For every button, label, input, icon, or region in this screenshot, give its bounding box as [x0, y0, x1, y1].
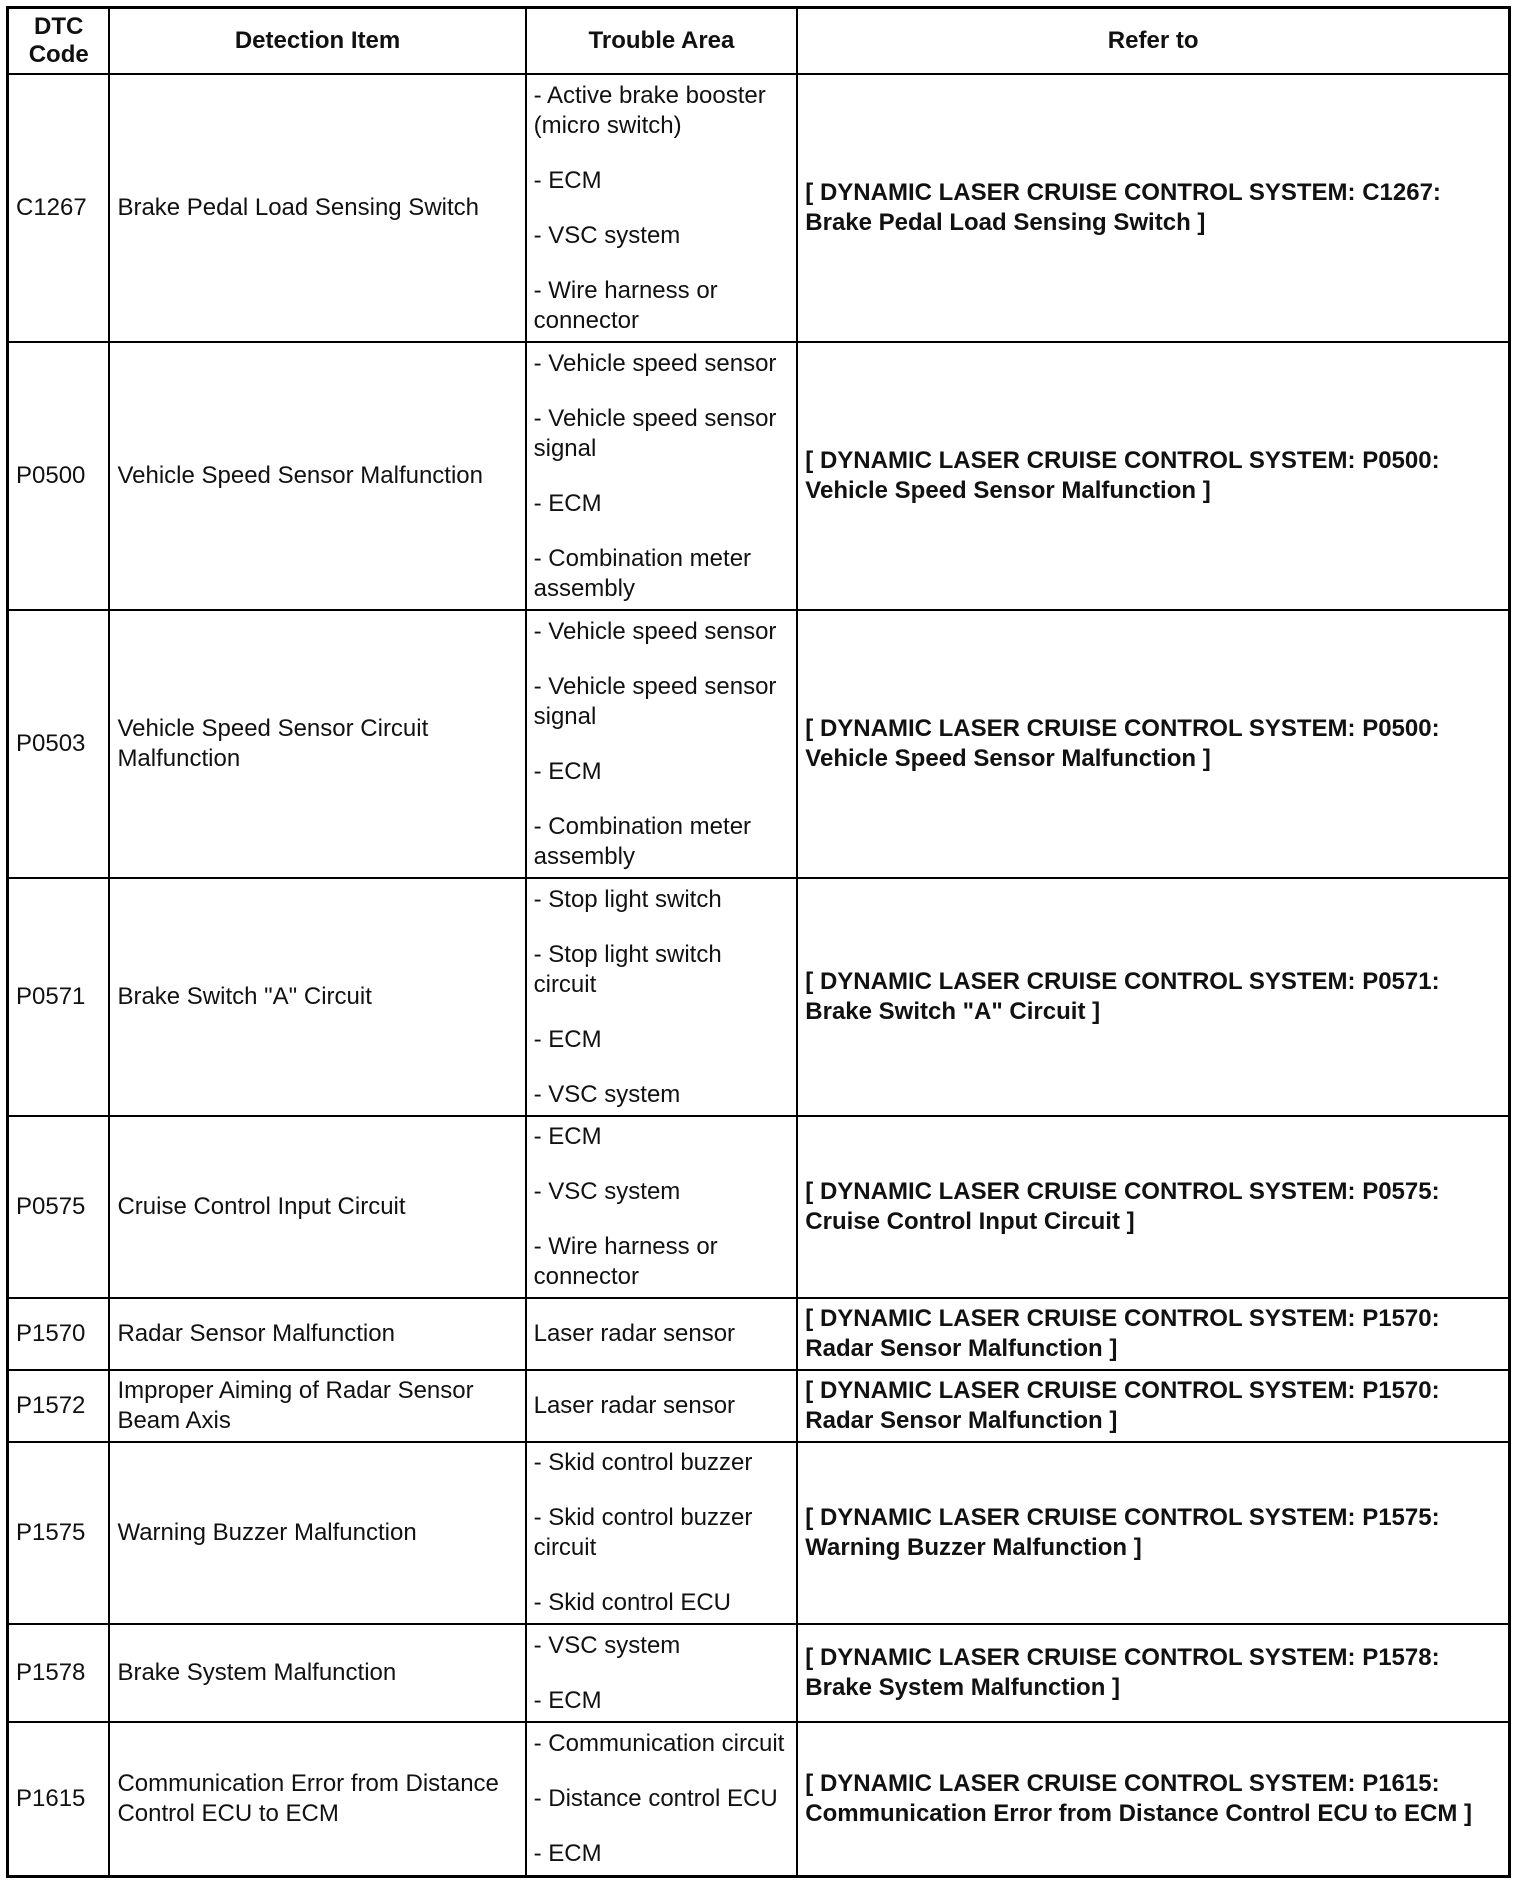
table-row	[8, 74, 1510, 342]
refer-to-link[interactable]: [ DYNAMIC LASER CRUISE CONTROL SYSTEM: P1575: Warning Buzzer Malfunction ]	[797, 1442, 1509, 1624]
trouble-area-item: - Distance control ECU	[533, 1784, 778, 1812]
refer-to-link[interactable]: [ DYNAMIC LASER CRUISE CONTROL SYSTEM: P1578: Brake System Malfunction ]	[797, 1624, 1509, 1722]
table-row	[8, 1298, 1510, 1370]
trouble-area-item: - ECM	[533, 1839, 602, 1867]
dtc-code-cell: P0503	[8, 610, 110, 878]
table-row	[8, 878, 1510, 1116]
trouble-area-item: Laser radar sensor	[533, 1320, 736, 1347]
trouble-area-item: - ECM	[533, 757, 602, 785]
dtc-code-cell: P1578	[8, 1624, 110, 1722]
trouble-area-cell	[526, 1624, 798, 1722]
detection-item-cell: Improper Aiming of Radar Sensor Beam Axis	[109, 1370, 525, 1442]
detection-item-cell: Brake Pedal Load Sensing Switch	[109, 74, 525, 342]
trouble-area-cell	[526, 1298, 798, 1370]
trouble-area-item: - Combination meter assembly	[533, 544, 752, 602]
trouble-area-item: - Vehicle speed sensor signal	[533, 404, 777, 462]
trouble-area-item: - Skid control buzzer	[533, 1449, 753, 1476]
trouble-area-item: - Wire harness or connector	[533, 1233, 718, 1290]
trouble-area-item: - ECM	[533, 1025, 602, 1053]
trouble-area-cell	[526, 342, 798, 610]
dtc-code-cell: P1615	[8, 1722, 110, 1876]
header-detection-item: Detection Item	[109, 8, 525, 75]
refer-to-link[interactable]: [ DYNAMIC LASER CRUISE CONTROL SYSTEM: P0575: Cruise Control Input Circuit ]	[797, 1116, 1509, 1298]
trouble-area-cell	[526, 1722, 798, 1876]
detection-item-cell: Vehicle Speed Sensor Circuit Malfunction	[109, 610, 525, 878]
header-trouble-area: Trouble Area	[526, 8, 798, 75]
trouble-area-cell	[526, 1370, 798, 1442]
table-row	[8, 610, 1510, 878]
trouble-area-item: - Vehicle speed sensor	[533, 349, 777, 377]
detection-item-cell: Vehicle Speed Sensor Malfunction	[109, 342, 525, 610]
trouble-area-item: - Wire harness or connector	[533, 276, 718, 334]
detection-item-cell: Radar Sensor Malfunction	[109, 1298, 525, 1370]
refer-to-link[interactable]: [ DYNAMIC LASER CRUISE CONTROL SYSTEM: P1570: Radar Sensor Malfunction ]	[797, 1370, 1509, 1442]
table-row	[8, 1370, 1510, 1442]
trouble-area-item: - Skid control buzzer circuit	[533, 1504, 753, 1561]
trouble-area-item: Laser radar sensor	[533, 1392, 736, 1419]
dtc-code-cell: P1572	[8, 1370, 110, 1442]
trouble-area-cell	[526, 1116, 798, 1298]
table-row	[8, 1442, 1510, 1624]
detection-item-cell: Brake System Malfunction	[109, 1624, 525, 1722]
trouble-area-item: - Stop light switch circuit	[533, 940, 722, 998]
trouble-area-item: - Skid control ECU	[533, 1589, 731, 1616]
trouble-area-item: - ECM	[533, 1123, 602, 1150]
trouble-area-item: - Stop light switch	[533, 885, 722, 913]
dtc-code-cell: C1267	[8, 74, 110, 342]
dtc-code-cell: P0571	[8, 878, 110, 1116]
refer-to-link[interactable]: [ DYNAMIC LASER CRUISE CONTROL SYSTEM: P0500: Vehicle Speed Sensor Malfunction ]	[797, 610, 1509, 878]
trouble-area-cell	[526, 878, 798, 1116]
header-refer-to: Refer to	[797, 8, 1509, 75]
trouble-area-item: - VSC system	[533, 1178, 681, 1205]
detection-item-cell: Communication Error from Distance Control ECU to ECM	[109, 1722, 525, 1876]
trouble-area-item: - ECM	[533, 1686, 602, 1714]
table-body	[8, 74, 1510, 1876]
trouble-area-item: - VSC system	[533, 221, 681, 249]
dtc-code-cell: P1575	[8, 1442, 110, 1624]
table-row	[8, 1624, 1510, 1722]
trouble-area-item: - ECM	[533, 166, 602, 194]
table-header-row	[8, 8, 1510, 75]
dtc-code-cell: P0575	[8, 1116, 110, 1298]
trouble-area-item: - Active brake booster (micro switch)	[533, 81, 766, 139]
trouble-area-item: - VSC system	[533, 1631, 681, 1659]
dtc-table	[6, 6, 1511, 1878]
trouble-area-cell	[526, 610, 798, 878]
dtc-code-cell: P0500	[8, 342, 110, 610]
trouble-area-item: - Communication circuit	[533, 1729, 785, 1757]
refer-to-link[interactable]: [ DYNAMIC LASER CRUISE CONTROL SYSTEM: P0500: Vehicle Speed Sensor Malfunction ]	[797, 342, 1509, 610]
dtc-table-container	[6, 6, 1511, 1878]
detection-item-cell: Cruise Control Input Circuit	[109, 1116, 525, 1298]
trouble-area-cell	[526, 74, 798, 342]
refer-to-link[interactable]: [ DYNAMIC LASER CRUISE CONTROL SYSTEM: P1570: Radar Sensor Malfunction ]	[797, 1298, 1509, 1370]
trouble-area-item: - VSC system	[533, 1080, 681, 1108]
trouble-area-cell	[526, 1442, 798, 1624]
refer-to-link[interactable]: [ DYNAMIC LASER CRUISE CONTROL SYSTEM: P0571: Brake Switch "A" Circuit ]	[797, 878, 1509, 1116]
trouble-area-item: - Combination meter assembly	[533, 812, 752, 870]
trouble-area-item: - ECM	[533, 489, 602, 517]
table-row	[8, 1722, 1510, 1876]
table-row	[8, 342, 1510, 610]
table-row	[8, 1116, 1510, 1298]
detection-item-cell: Brake Switch "A" Circuit	[109, 878, 525, 1116]
trouble-area-item: - Vehicle speed sensor signal	[533, 672, 777, 730]
dtc-code-cell: P1570	[8, 1298, 110, 1370]
trouble-area-item: - Vehicle speed sensor	[533, 617, 777, 645]
refer-to-link[interactable]: [ DYNAMIC LASER CRUISE CONTROL SYSTEM: P1615: Communication Error from Distance Control ECU to ECM ]	[797, 1722, 1509, 1876]
detection-item-cell: Warning Buzzer Malfunction	[109, 1442, 525, 1624]
refer-to-link[interactable]: [ DYNAMIC LASER CRUISE CONTROL SYSTEM: C1267: Brake Pedal Load Sensing Switch ]	[797, 74, 1509, 342]
header-dtc-code: DTC Code	[8, 8, 110, 75]
